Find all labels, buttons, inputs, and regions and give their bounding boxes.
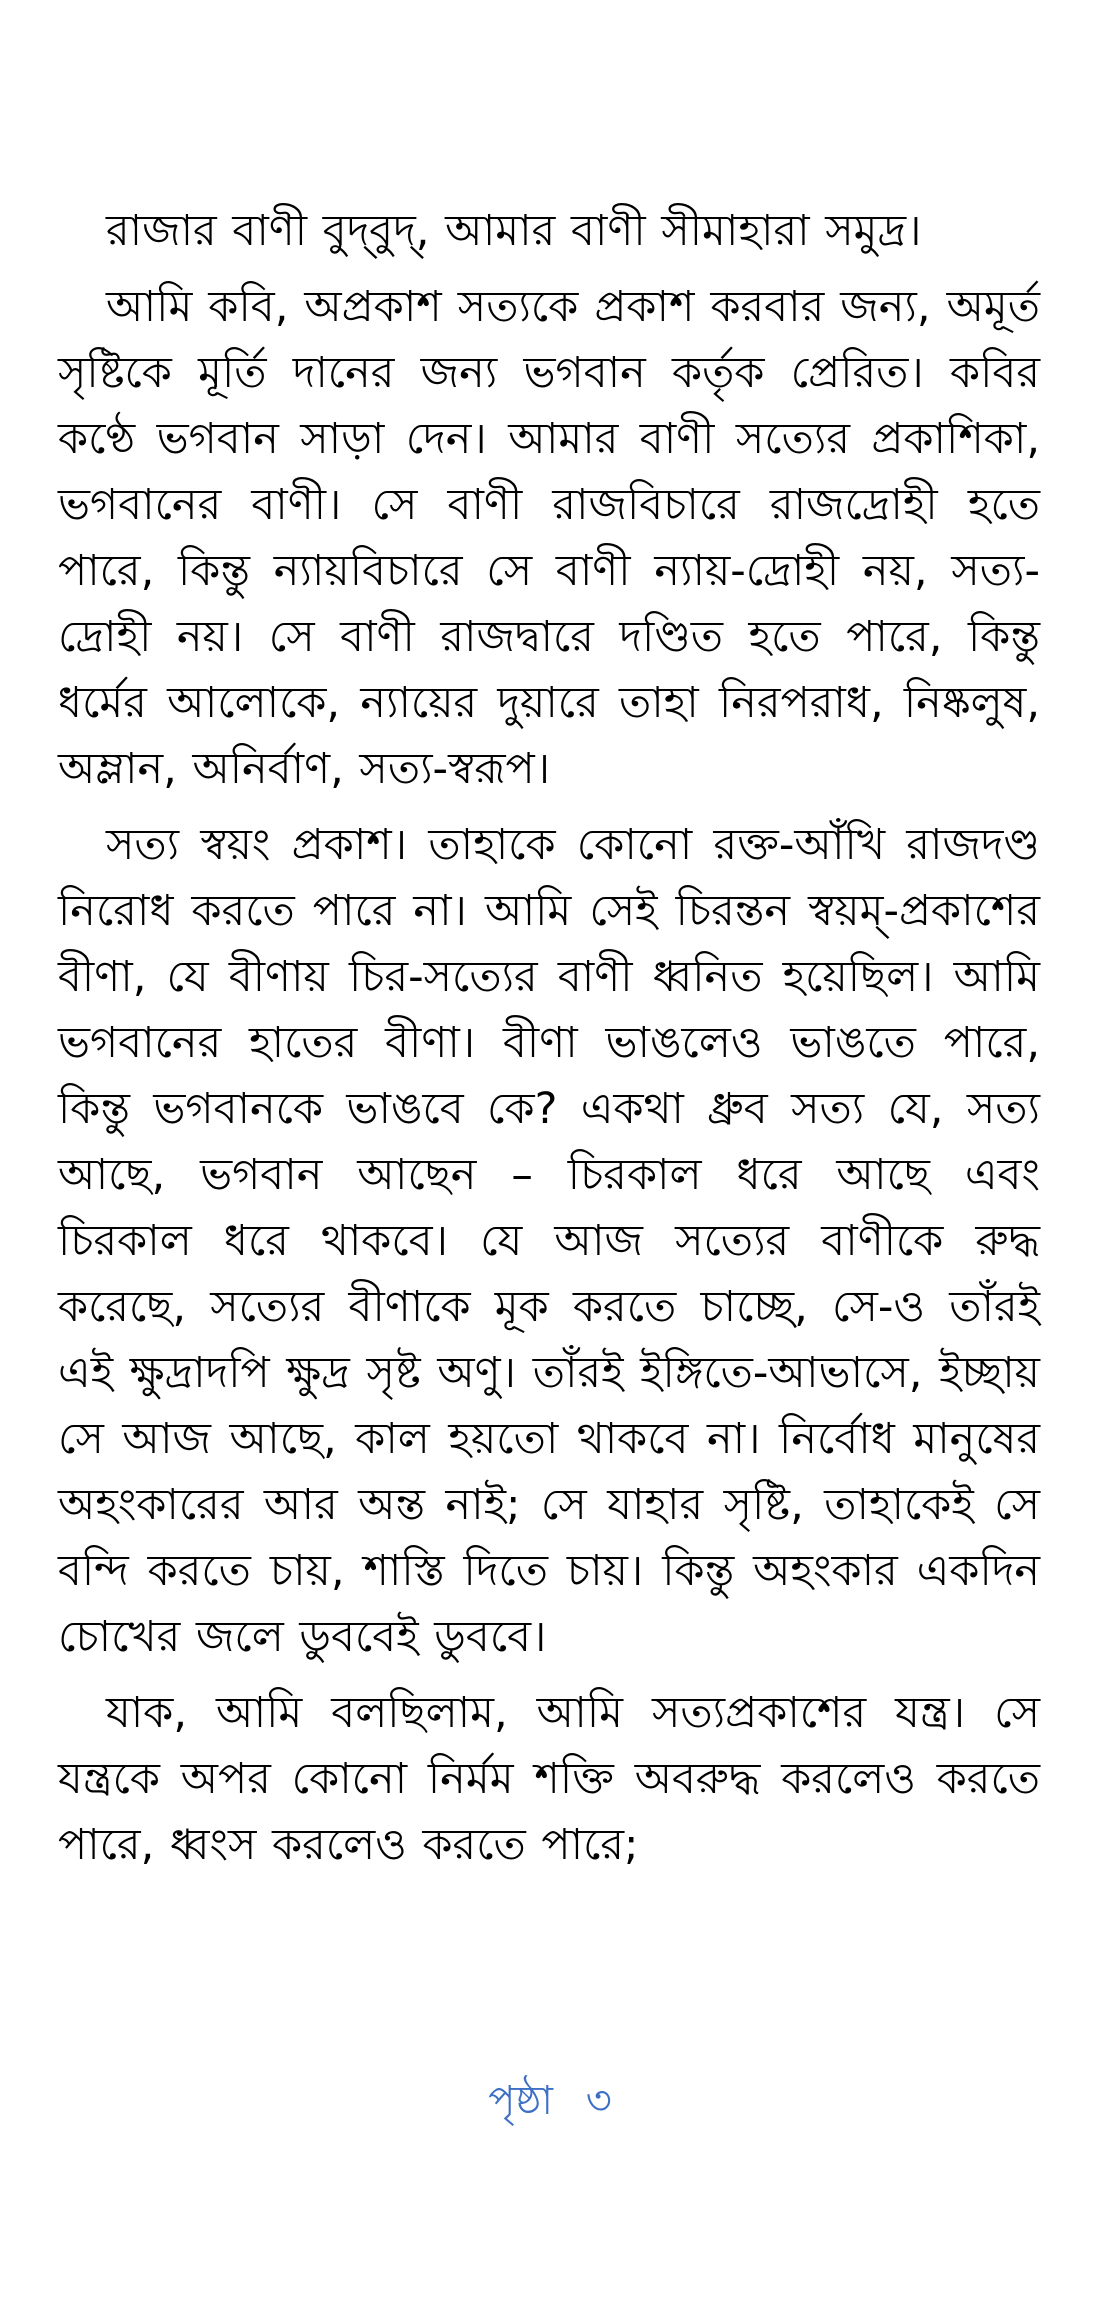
page-label: পৃষ্ঠা (488, 2078, 554, 2124)
document-body (58, 198, 1040, 1888)
paragraph-4: যাক, আমি বলছিলাম, আমি সত্যপ্রকাশের যন্ত্র। সে যন্ত্রকে অপর কোনো নির্মম শক্তি অবরুদ্ধ করলেও করতে পারে, ধ্বংস করলেও করতে পারে; (58, 1688, 1040, 1870)
page-footer (0, 2073, 1100, 2129)
paragraph-1: রাজার বাণী বুদ্‌বুদ্‌, আমার বাণী সীমাহারা সমুদ্র। (106, 206, 922, 256)
paragraph-3: সত্য স্বয়ং প্রকাশ। তাহাকে কোনো রক্ত-আঁখি রাজদণ্ড নিরোধ করতে পারে না। আমি সেই চিরন্তন স্বয়ম্‌-প্রকাশের বীণা, যে বীণায় চির-সত্যের বাণী ধ্বনিত হয়েছিল। আমি ভগবানের হাতের বীণা। বীণা ভাঙলেও ভাঙতে পারে, কিন্তু ভগবানকে ভাঙবে কে? একথা ধ্রুব সত্য যে, সত্য আছে, ভগবান আছেন – চিরকাল ধরে আছে এবং চিরকাল ধরে থাকবে। যে আজ সত্যের বাণীকে রুদ্ধ করেছে, সত্যের বীণাকে মূক করতে চাচ্ছে, সে-ও তাঁরই এই ক্ষুদ্রাদপি ক্ষুদ্র সৃষ্ট অণু। তাঁরই ইঙ্গিতে-আভাসে, ইচ্ছায় সে আজ আছে, কাল হয়তো থাকবে না। নির্বোধ মানুষের অহংকারের আর অন্ত নাই; সে যাহার সৃষ্টি, তাহাকেই সে বন্দি করতে চায়, শাস্তি দিতে চায়। কিন্তু অহংকার একদিন চোখের জলে ডুববেই ডুববে। (58, 820, 1040, 1662)
page-number: ৩ (585, 2078, 612, 2124)
paragraph-2: আমি কবি, অপ্রকাশ সত্যকে প্রকাশ করবার জন্য, অমূর্ত সৃষ্টিকে মূর্তি দানের জন্য ভগবান কর্তৃক প্রেরিত। কবির কণ্ঠে ভগবান সাড়া দেন। আমার বাণী সত্যের প্রকাশিকা, ভগবানের বাণী। সে বাণী রাজবিচারে রাজদ্রোহী হতে পারে, কিন্তু ন্যায়বিচারে সে বাণী ন্যায়-দ্রোহী নয়, সত্য-দ্রোহী নয়। সে বাণী রাজদ্বারে দণ্ডিত হতে পারে, কিন্তু ধর্মের আলোকে, ন্যায়ের দুয়ারে তাহা নিরপরাধ, নিষ্কলুষ, অম্লান, অনির্বাণ, সত্য-স্বরূপ। (58, 282, 1040, 794)
